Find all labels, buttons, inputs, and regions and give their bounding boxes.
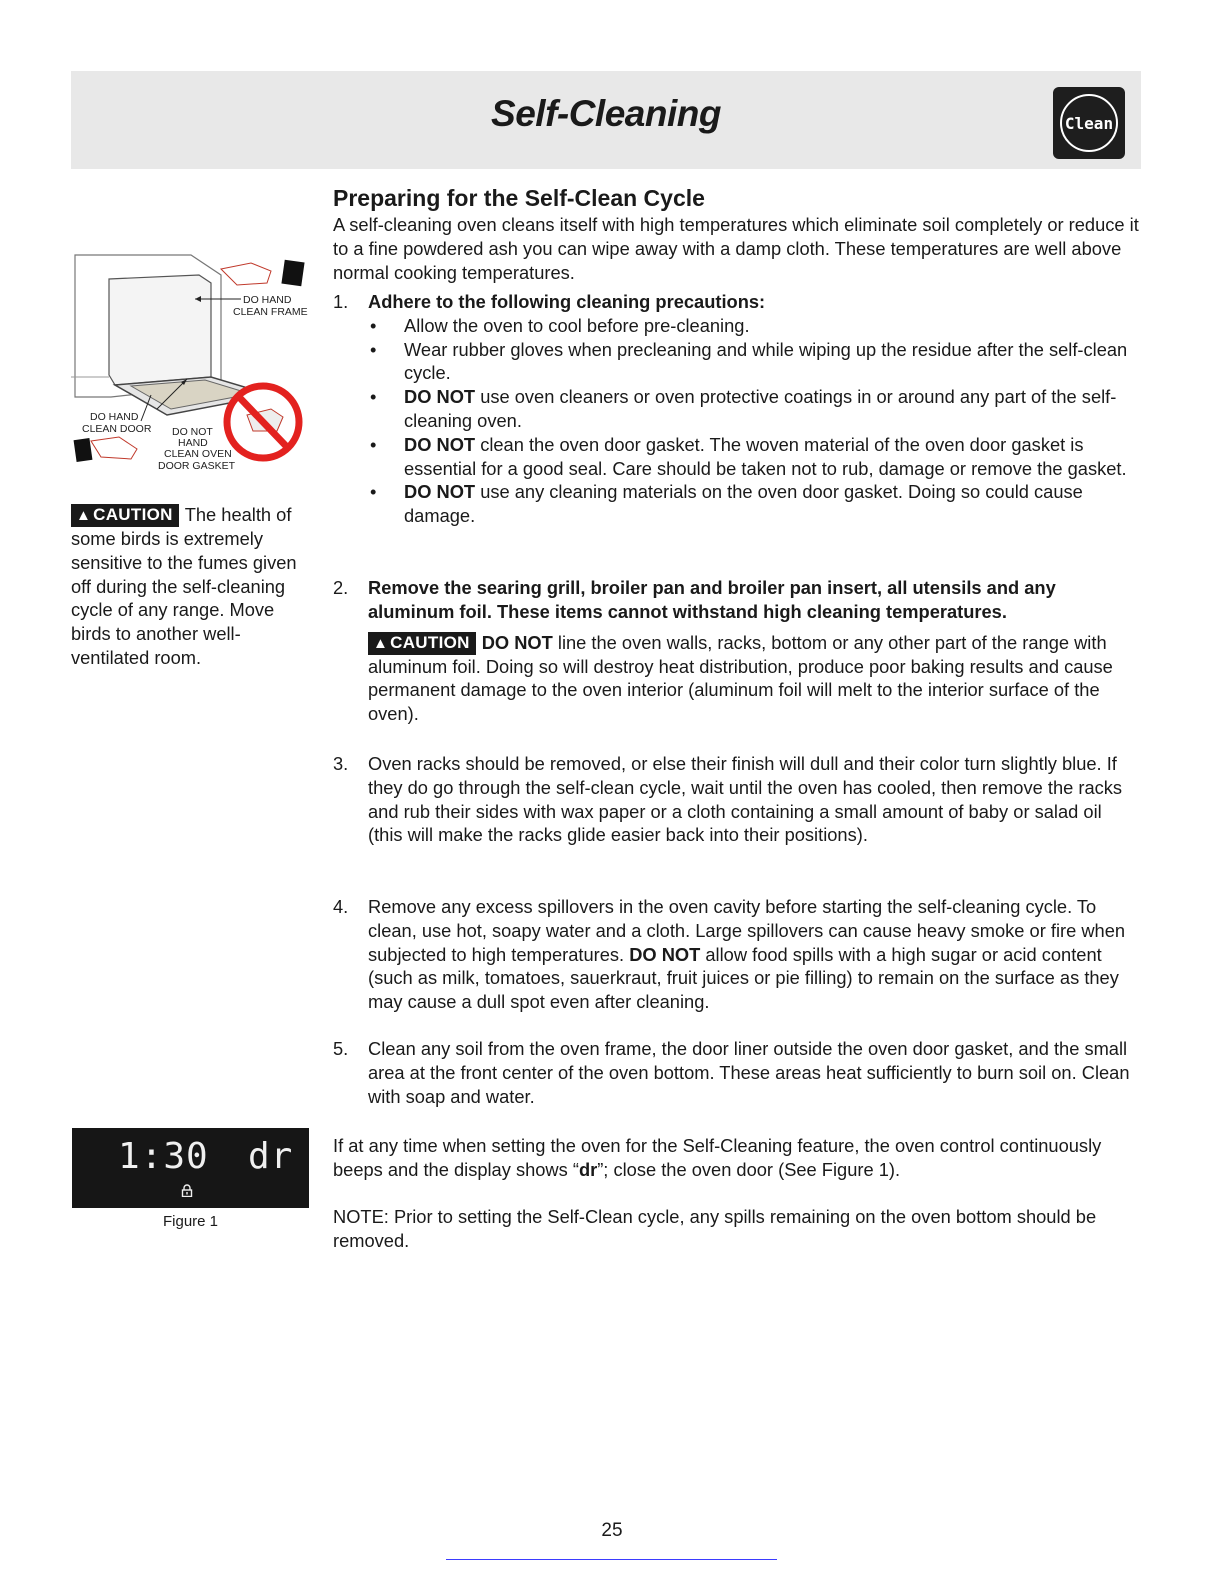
label-door-1: DO HAND (90, 411, 139, 423)
figure-caption: Figure 1 (162, 1213, 219, 1230)
oven-opening (109, 275, 211, 385)
page-title: Self-Cleaning (491, 93, 721, 134)
bird-caution-note (71, 503, 309, 670)
item-number: 3. (333, 753, 349, 774)
lock-icon (181, 1184, 193, 1197)
label-gasket-3: CLEAN OVEN (164, 448, 232, 460)
header-band (71, 71, 1141, 169)
list-item-1 (333, 290, 1139, 528)
label-gasket-1: DO NOT (172, 426, 213, 438)
list-item: • DO NOT use any cleaning materials on the oven door gasket. Doing so could cause damage. (370, 481, 1083, 527)
clean-badge-label: Clean (1060, 94, 1118, 152)
list-item-2 (333, 576, 1139, 726)
page-number: 25 (601, 1520, 623, 1541)
control-display-figure (72, 1128, 309, 1208)
item-number: 1. (333, 291, 349, 312)
oven-cleaning-illustration (71, 245, 309, 480)
caution-badge: ▲ CAUTION (71, 504, 179, 527)
foil-caution: ▲ CAUTION DO NOT line the oven walls, racks, bottom or any other part of the range with aluminum foil. Doing so will destroy heat distribution, produce poor baking results and cause permanent damage to the oven interior (aluminum foil will melt to the interior surface of the oven). (368, 631, 1113, 725)
spill-note: NOTE: Prior to setting the Self-Clean cycle, any spills remaining on the oven bottom should be removed. (333, 1206, 1097, 1251)
item-3-text: Oven racks should be removed, or else their finish will dull and their color turn slightly blue. If they do go through the self-clean cycle, wait until the oven has cooled, then remove the racks and rub their sides with wax paper or a cloth containing a small amount of baby or salad oil (this will make the racks glide easier back into their positions). (368, 753, 1123, 846)
item-5-text: Clean any soil from the oven frame, the door liner outside the oven door gasket, and the small area at the front center of the oven bottom. These areas heat sufficiently to burn soil on. Clean with soap and water. (368, 1038, 1130, 1107)
warning-icon: ▲ (373, 634, 389, 652)
door-open-note: If at any time when setting the oven for the Self-Cleaning feature, the oven control continuously beeps and the display shows “dr”; close the oven door (See Figure 1). (333, 1135, 1102, 1180)
warning-icon: ▲ (76, 507, 92, 524)
list-item-4 (333, 895, 1139, 1014)
bird-caution-text: The health of some birds is extremely sensitive to the fumes given off during the self-cleaning cycle of any range. Move birds to another well-ventilated room. (71, 504, 297, 668)
hand-icon (221, 263, 271, 285)
section-intro (333, 184, 1139, 284)
section-heading: Preparing for the Self-Clean Cycle (333, 185, 705, 211)
item-number: 4. (333, 896, 349, 917)
hand-icon (91, 437, 137, 459)
list-item: • Allow the oven to cool before pre-cleaning. (370, 314, 750, 336)
footer-rule (446, 1559, 777, 1560)
clean-badge (1053, 87, 1125, 159)
item-1-title: Adhere to the following cleaning precautions: (368, 291, 766, 312)
intro-paragraph: A self-cleaning oven cleans itself with high temperatures which eliminate soil completely or reduce it to a fine powdered ash you can wipe away with a damp cloth. These temperatures are well above normal cooking temperatures. (333, 214, 1139, 283)
label-gasket-4: DOOR GASKET (158, 460, 236, 472)
item-4-text: Remove any excess spillovers in the oven cavity before starting the self-cleaning cycle. To clean, use hot, soapy water and a cloth. Large spillovers can cause heavy smoke or fire when subjected to high temperatures. DO NOT allow food spills with a high sugar or acid content (such as milk, tomatoes, sauerkraut, fruit juices or pie filling) to remain on the surface as they may cause a dull spot even after cleaning. (368, 896, 1126, 1013)
label-gasket-2: HAND (178, 437, 208, 449)
display-time: 1:30 (118, 1136, 209, 1177)
list-item: • DO NOT clean the oven door gasket. The woven material of the oven door gasket is essential for a good seal. Care should be taken not to rub, damage or remove the gasket. (370, 433, 1127, 479)
list-item-3 (333, 752, 1139, 847)
label-frame-1: DO HAND (243, 294, 292, 306)
display-code: dr (248, 1136, 294, 1177)
list-item: • DO NOT use oven cleaners or oven protective coatings in or around any part of the self-cleaning oven. (370, 386, 1117, 431)
list-item: • Wear rubber gloves when precleaning and while wiping up the residue after the self-clean cycle. (370, 338, 1128, 384)
item-number: 2. (333, 577, 349, 598)
caution-badge: ▲ CAUTION (368, 632, 476, 655)
item-2-title: Remove the searing grill, broiler pan and broiler pan insert, all utensils and any aluminum foil. These items cannot withstand high cleaning temperatures. (368, 577, 1056, 622)
label-frame-2: CLEAN FRAME (233, 306, 308, 318)
item-number: 5. (333, 1038, 349, 1059)
precautions-list (368, 314, 1139, 528)
list-item-5 (333, 1037, 1139, 1108)
label-door-2: CLEAN DOOR (82, 423, 152, 435)
